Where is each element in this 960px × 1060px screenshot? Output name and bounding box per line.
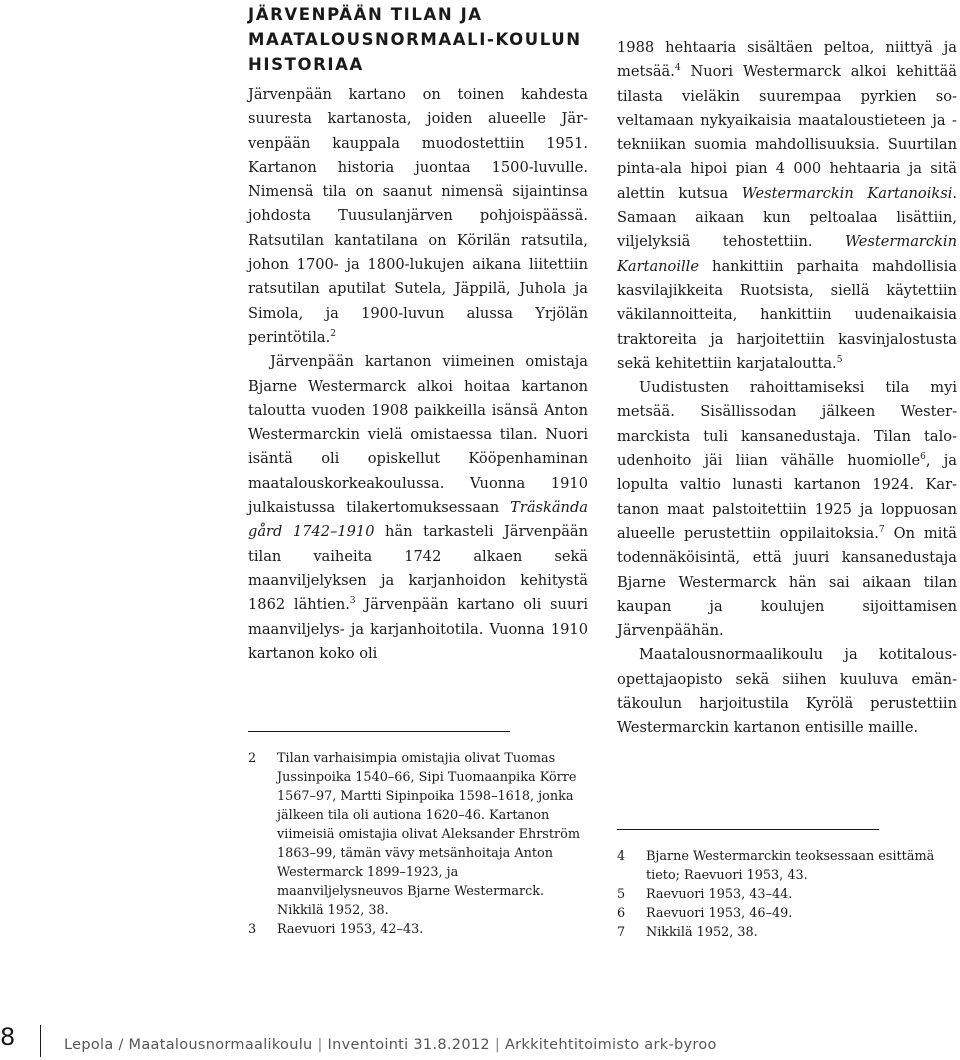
paragraph-text: . Samaan aikaan kun peltoalaa lisättiin, viljelyksiä tehostettiin.	[617, 184, 957, 251]
footnotes-left	[248, 749, 588, 939]
right-body-text	[617, 36, 957, 741]
footer-project: Lepola / Maatalousnormaalikoulu	[64, 1037, 313, 1053]
page-number: 8	[0, 1023, 16, 1051]
paragraph	[248, 83, 588, 350]
footnote-text: Raevuori 1953, 46–49.	[646, 906, 793, 921]
footnote-number: 5	[617, 887, 626, 902]
footnote-item	[617, 885, 957, 904]
left-body-text	[248, 83, 588, 666]
footnote-number: 7	[617, 925, 626, 940]
footnote-ref[interactable]: 6	[920, 452, 926, 463]
paragraph-text: Nuori Westermarck alkoi kehittää tilasta vieläkin suurempaa pyrkien soveltamaan nykyaikaisia maataloustieteen ja -tekniikan suomia mahdollisuuksia. Suurtilan pinta-ala hipoi pian 4 000 hehtaaria ja sitä alettin kutsua	[617, 63, 957, 202]
footer-separator: |	[317, 1037, 323, 1053]
paragraph-text: Järvenpään kartanon viimeinen omistaja Bjarne Westermarck alkoi hoitaa kartanon taloutta vuoden 1908 paikkeilla isänsä Anton Westermarckin vielä omistaessa tilan. Nuori isäntä oli opiskellut Kööpenhaminan maatalouskorkeakoulussa. Vuonna 1910 julkaistussa tilakertomuksessaan	[248, 353, 588, 517]
footnote-ref[interactable]: 7	[878, 525, 885, 536]
footnote-number: 3	[248, 922, 257, 937]
paragraph-text: hankittiin parhaita mahdollisia kasvilajikkeita Ruotsista, siellä käytettiin väkilannoitteita, hankittiin uudenaikaisia traktoreita ja harjoitettiin kasvinjalostusta sekä kehitettiin karjataloutta.	[617, 257, 957, 372]
footnote-text: Bjarne Westermarckin teoksessaan esittämä tieto; Raevuori 1953, 43.	[646, 849, 935, 883]
footer-office: Arkkitehtitoimisto ark-byroo	[504, 1037, 717, 1053]
footnote-item	[248, 749, 588, 920]
book-title: Träskända gård 1742–1910	[248, 499, 588, 541]
footnote-item	[617, 904, 957, 923]
section-heading: JÄRVENPÄÄN TILAN JA MAATALOUSNORMAALI-KOULUN HISTORIAA	[248, 5, 582, 74]
footnote-item	[617, 923, 957, 942]
footnote-item	[617, 847, 957, 885]
footer-text	[64, 1037, 717, 1053]
footnote-ref[interactable]: 5	[836, 355, 843, 365]
paragraph	[248, 350, 588, 666]
paragraph-text: Uudistusten rahoittamiseksi tila myi metsää. Sisällissodan jälkeen Westermarckista tuli kansanedustaja. Tilan taloudenhoito jäi liian vähälle huomiolle	[617, 379, 957, 470]
paragraph-text: , ja lopulta valtio lunasti kartanon 1924. Kartanon maat palstoitettiin 1925 ja loppuosan alueelle perustettiin oppilaitoksia.	[617, 452, 957, 542]
footnote-divider	[248, 731, 510, 732]
footnotes-right	[617, 847, 957, 942]
footnote-ref[interactable]: 3	[349, 596, 356, 607]
footnote-text: Tilan varhaisimpia omistajia olivat Tuomas Jussinpoika 1540–66, Sipi Tuomaanpika Körre 1567–97, Martti Sipinpoika 1598–1618, jonka jälkeen tila oli autiona 1620–46. Kartanon viimeisiä omistajia olivat Aleksander Ehrström 1863–99, tämän vävy metsänhoitaja Anton Westermarck 1899–1923, ja maanviljelysneuvos Bjarne Westermarck. Nikkilä 1952, 38.	[277, 751, 580, 918]
paragraph-text: 1988 hehtaaria sisältäen peltoa, niittyä ja metsää.	[617, 39, 957, 81]
page-footer	[0, 1025, 960, 1060]
footer-divider	[40, 1025, 41, 1057]
footnote-item	[248, 920, 588, 939]
paragraph-text: Järvenpään kartano oli suuri maanviljelys- ja karjanhoitotila. Vuonna 1910 kartanon koko oli	[248, 596, 588, 662]
paragraph	[617, 36, 957, 376]
footnote-divider	[617, 829, 879, 830]
footer-document: Inventointi 31.8.2012	[327, 1037, 490, 1053]
footnote-ref[interactable]: 2	[330, 329, 336, 340]
italic-term: Westermarckin Kartanoiksi	[741, 184, 953, 202]
footnote-text: Raevuori 1953, 42–43.	[277, 922, 424, 937]
right-column	[617, 36, 957, 741]
paragraph-text: hän tarkasteli Järvenpään tilan vaiheita 1742 alkaen sekä maanviljelyksen ja karjanhoidon kehitystä 1862 lähtien.	[248, 523, 589, 614]
footnote-text: Nikkilä 1952, 38.	[646, 925, 758, 940]
left-column	[248, 83, 588, 666]
paragraph	[617, 643, 957, 740]
footnote-ref[interactable]: 4	[674, 63, 681, 74]
italic-term: Westermarckin Kartanoille	[617, 233, 957, 275]
paragraph-text: Maatalousnormaalikoulu ja kotitalousopettajaopisto sekä siihen kuuluva emäntäkoulun harjoitustila Kyrölä perustettiin Westermarckin kartanon entisille maille.	[617, 646, 957, 737]
paragraph-text: On mitä todennäköisintä, että juuri kansanedustaja Bjarne Westermarck hän sai aikaan tilan kaupan ja koulujen sijoittamisen Järvenpäähän.	[617, 524, 957, 640]
footnote-text: Raevuori 1953, 43–44.	[646, 887, 793, 902]
footer-separator: |	[494, 1037, 501, 1053]
paragraph-text: Järvenpään kartano on toinen kahdesta suuresta kartanosta, joiden alueelle Järvenpään kauppala muodostettiin 1951. Kartanon historia juontaa 1500-luvulle. Nimensä tila on saanut nimensä sijaintinsa johdosta Tuusulanjärven pohjoispäässä. Ratsutilan kantatilana on Körilän ratsutila, johon 1700- ja 1800-lukujen aikana liitettiin ratsutilan aputilat Sutela, Jäppilä, Juhola ja Simola, ja 1900-luvun alussa Yrjölän perintötila.	[248, 86, 588, 346]
footnote-number: 4	[617, 849, 626, 864]
footnote-number: 6	[617, 906, 626, 921]
footnote-number: 2	[248, 751, 257, 766]
paragraph	[617, 376, 957, 643]
